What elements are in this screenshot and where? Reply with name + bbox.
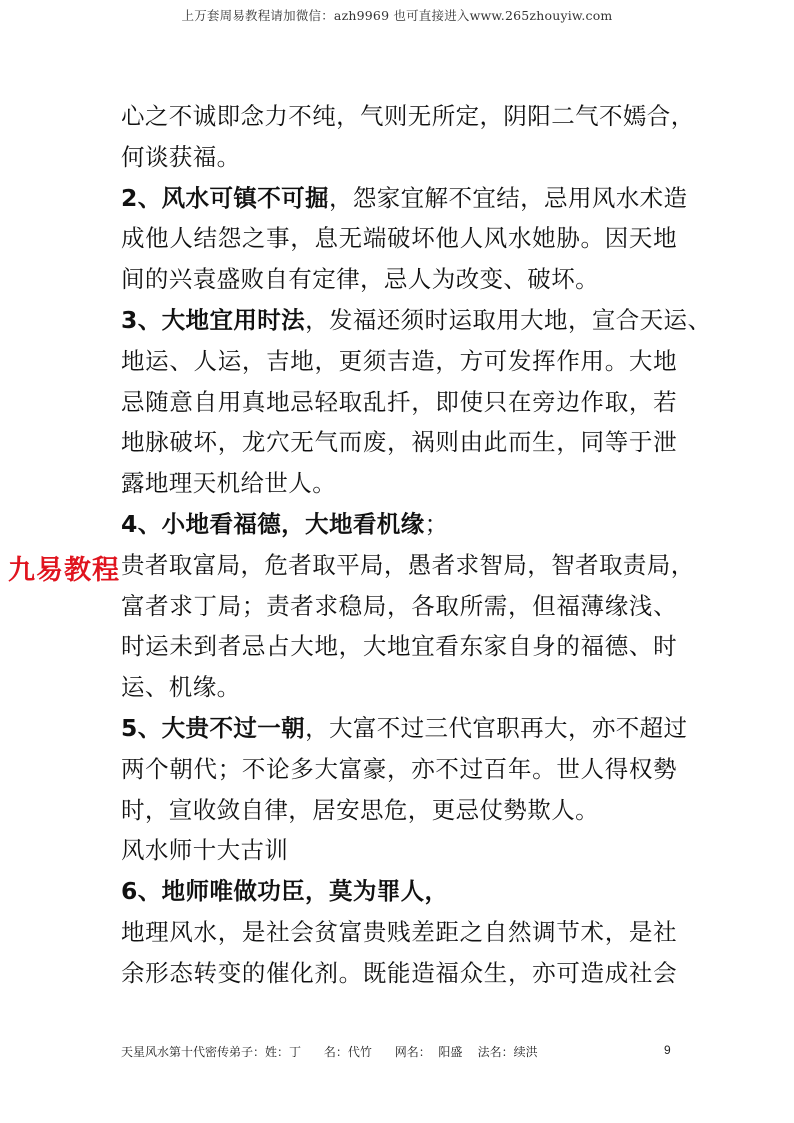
header-note: 上万套周易教程请加微信：azh9969 也可直接进入www.265zhouyiw.com [181,8,613,23]
item-4-line [121,504,677,545]
item-3-text: ，发福还须时运取用大地，宣合天运、 [305,305,712,334]
body-line: 心之不诚即念力不纯，气则无所定，阴阳二气不嫣合， [121,102,695,130]
body-line: 富者求丁局；责者求稳局，各取所需，但福薄缘浅、 [121,591,677,620]
body-line: 成他人结怨之事，息无端破坏他人风水她胁。因天地 [121,224,677,253]
watermark-logo: 九易教程 [8,555,120,586]
body-line: 露地理天机给世人。 [121,469,337,498]
item-6-line [121,871,677,912]
body-line: 何谈获福。 [121,142,241,171]
item-3-line [121,300,712,341]
item-2-text: ，怨家宜解不宜结，忌用风水术造 [328,183,688,212]
item-2-line [121,178,688,219]
item-4-heading: 4、小地看福德，大地看机缘 [121,509,425,538]
body-line: 地脉破坏，龙穴无气而废，祸则由此而生，同等于泄 [121,428,677,457]
body-line: 地运、人运，吉地，更须吉造，方可发挥作用。大地 [121,346,677,375]
item-5-text: ，大富不过三代官职再大，亦不超过 [305,713,688,742]
item-6-heading: 6、地师唯做功臣，莫为罪人， [121,877,449,906]
document-body [121,96,712,994]
body-line: 余形态转变的催化剂。既能造福众生，亦可造成社会 [121,958,677,987]
item-5-line [121,708,688,749]
body-line: 间的兴袁盛败自有定律，忌人为改变、破坏。 [121,265,599,294]
item-5-heading: 5、大贵不过一朝 [121,713,306,742]
body-line: 时运未到者忌占大地，大地宜看东家自身的福德、时 [121,632,677,661]
body-line: 运、机缘。 [121,673,241,702]
body-line: 时，宣收敛自律，居安思危，更忌仗勢欺人。 [121,795,599,824]
page-number: 9 [664,1043,671,1057]
body-line: 贵者取富局，危者取平局，愚者求智局，智者取责局， [121,550,695,579]
section-title: 风水师十大古训 [121,836,289,865]
body-line: 忌随意自用真地忌轻取乱扦，即使只在旁边作取，若 [121,387,677,416]
body-line: 地理风水，是社会贫富贵贱差距之自然调节术，是社 [121,917,677,946]
item-4-text: ； [424,509,449,538]
footer-author-info: 天星风水第十代密传弟子：姓：丁 名：代竹 网名： 阳盛 法名：续洪 [121,1045,538,1059]
item-3-heading: 3、大地宜用时法 [121,305,306,334]
body-line: 两个朝代；不论多大富豪，亦不过百年。世人得权勢 [121,754,677,783]
item-2-heading: 2、风水可镇不可掘 [121,183,329,212]
